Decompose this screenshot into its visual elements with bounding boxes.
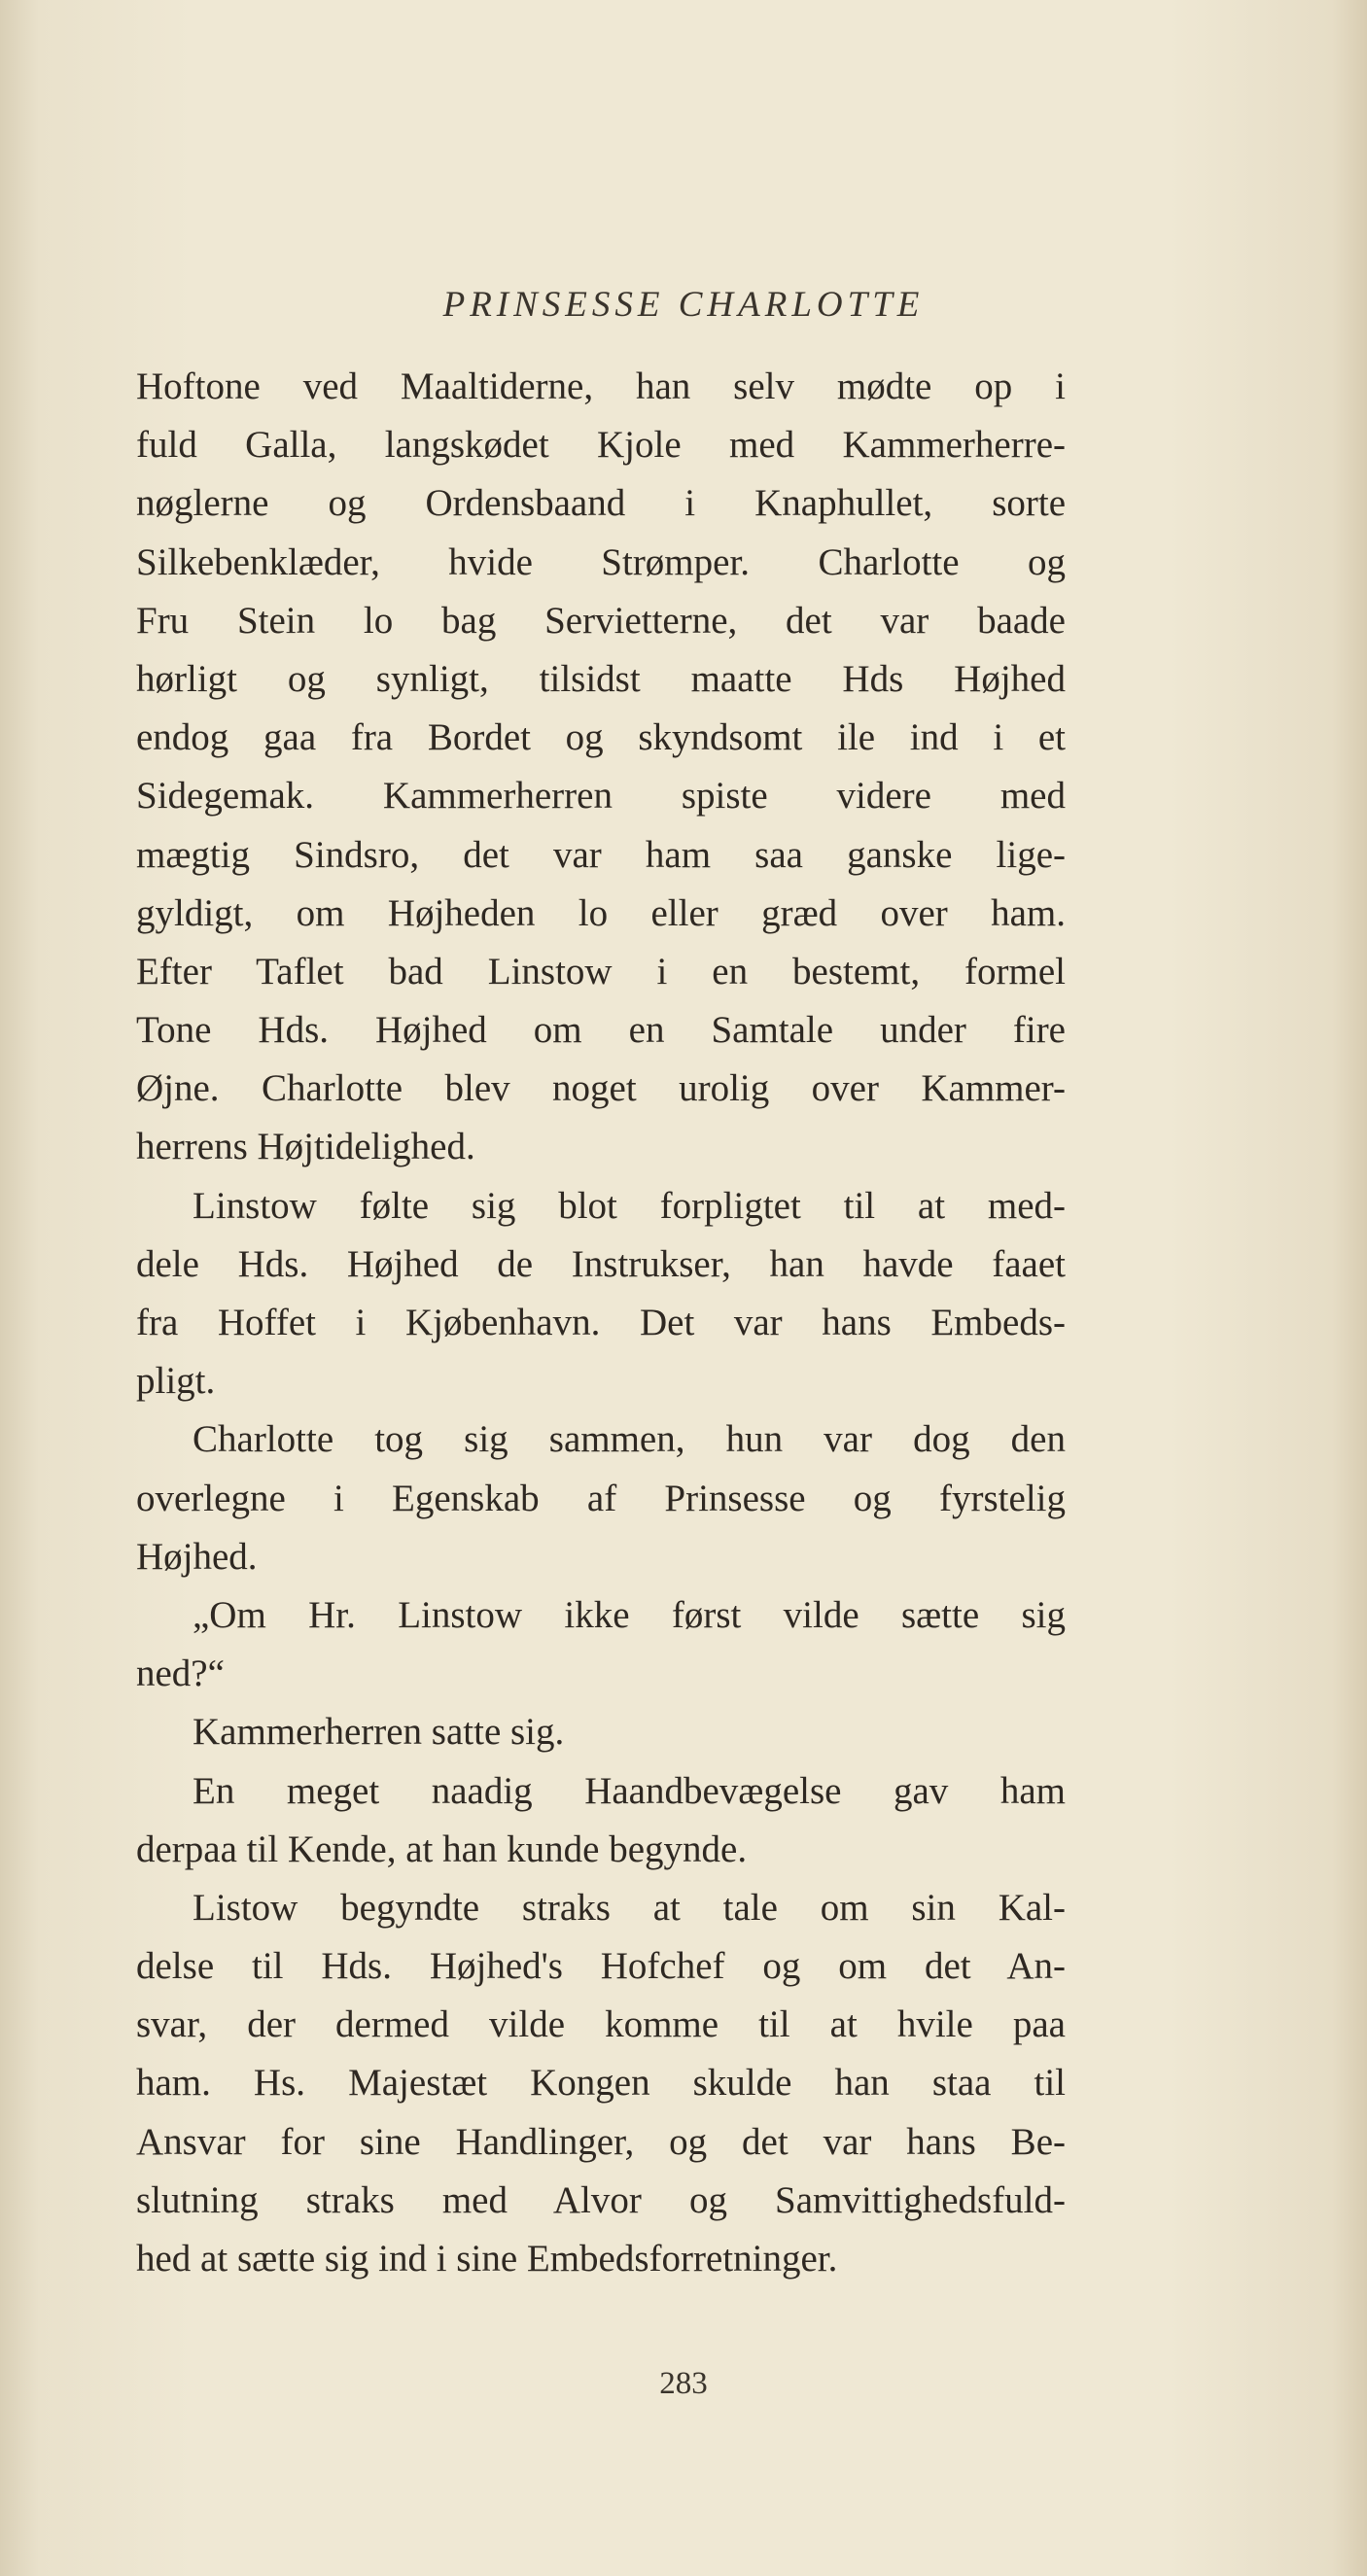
text-line: ham. Hs. Majestæt Kongen skulde han staa til — [136, 2062, 1066, 2105]
text-line: nøglerne og Ordensbaand i Knaphullet, sorte — [136, 482, 1066, 525]
text-line: svar, der dermed vilde komme til at hvile paa — [136, 2003, 1066, 2046]
text-line: „Om Hr. Linstow ikke først vilde sætte sig — [193, 1593, 1066, 1636]
text-line: fuld Galla, langskødet Kjole med Kammerherre- — [136, 424, 1066, 467]
text-line: delse til Hds. Højhed's Hofchef og om det An- — [136, 1945, 1066, 1988]
text-line: Fru Stein lo bag Servietterne, det var baade — [136, 599, 1066, 642]
text-line: Hoftone ved Maaltiderne, han selv mødte op i — [136, 366, 1066, 407]
text-line: En meget naadig Haandbevægelse gav ham — [193, 1769, 1066, 1812]
text-line: Kammerherren satte sig. — [193, 1711, 565, 1754]
text-line: Silkebenklæder, hvide Strømper. Charlotte og — [136, 540, 1066, 583]
text-line: Charlotte tog sig sammen, hun var dog den — [193, 1418, 1066, 1461]
text-line: dele Hds. Højhed de Instrukser, han havde faaet — [136, 1242, 1066, 1285]
text-line: Højhed. — [136, 1535, 258, 1578]
text-line: hed at sætte sig ind i sine Embedsforretninger. — [136, 2238, 838, 2280]
running-head: PRINSESSE CHARLOTTE — [442, 285, 925, 325]
text-line: endog gaa fra Bordet og skyndsomt ile ind i et — [136, 716, 1066, 759]
text-line: Tone Hds. Højhed om en Samtale under fire — [136, 1009, 1066, 1052]
text-line: Efter Taflet bad Linstow i en bestemt, formel — [136, 950, 1066, 992]
text-line: gyldigt, om Højheden lo eller græd over ham. — [136, 891, 1066, 934]
body-text — [136, 358, 1066, 2288]
text-line: hørligt og synligt, tilsidst maatte Hds Højhed — [136, 657, 1066, 700]
text-line: pligt. — [136, 1360, 216, 1403]
text-line: overlegne i Egenskab af Prinsesse og fyrstelig — [136, 1477, 1066, 1519]
page-number: 283 — [659, 2366, 708, 2401]
text-line: herrens Højtidelighed. — [136, 1126, 475, 1168]
text-line: Listow begyndte straks at tale om sin Kal- — [193, 1886, 1066, 1929]
text-line: Sidegemak. Kammerherren spiste videre med — [136, 775, 1066, 818]
text-line: mægtig Sindsro, det var ham saa ganske lige- — [136, 833, 1066, 876]
text-line: derpaa til Kende, at han kunde begynde. — [136, 1828, 748, 1870]
text-line: Linstow følte sig blot forpligtet til at med- — [193, 1184, 1066, 1227]
text-line: Øjne. Charlotte blev noget urolig over Kammer- — [136, 1067, 1066, 1110]
text-line: fra Hoffet i Kjøbenhavn. Det var hans Embeds- — [136, 1302, 1066, 1343]
text-line: Ansvar for sine Handlinger, og det var hans Be- — [136, 2120, 1066, 2163]
text-line: ned?“ — [136, 1653, 225, 1695]
text-line: slutning straks med Alvor og Samvittighedsfuld- — [136, 2178, 1066, 2221]
